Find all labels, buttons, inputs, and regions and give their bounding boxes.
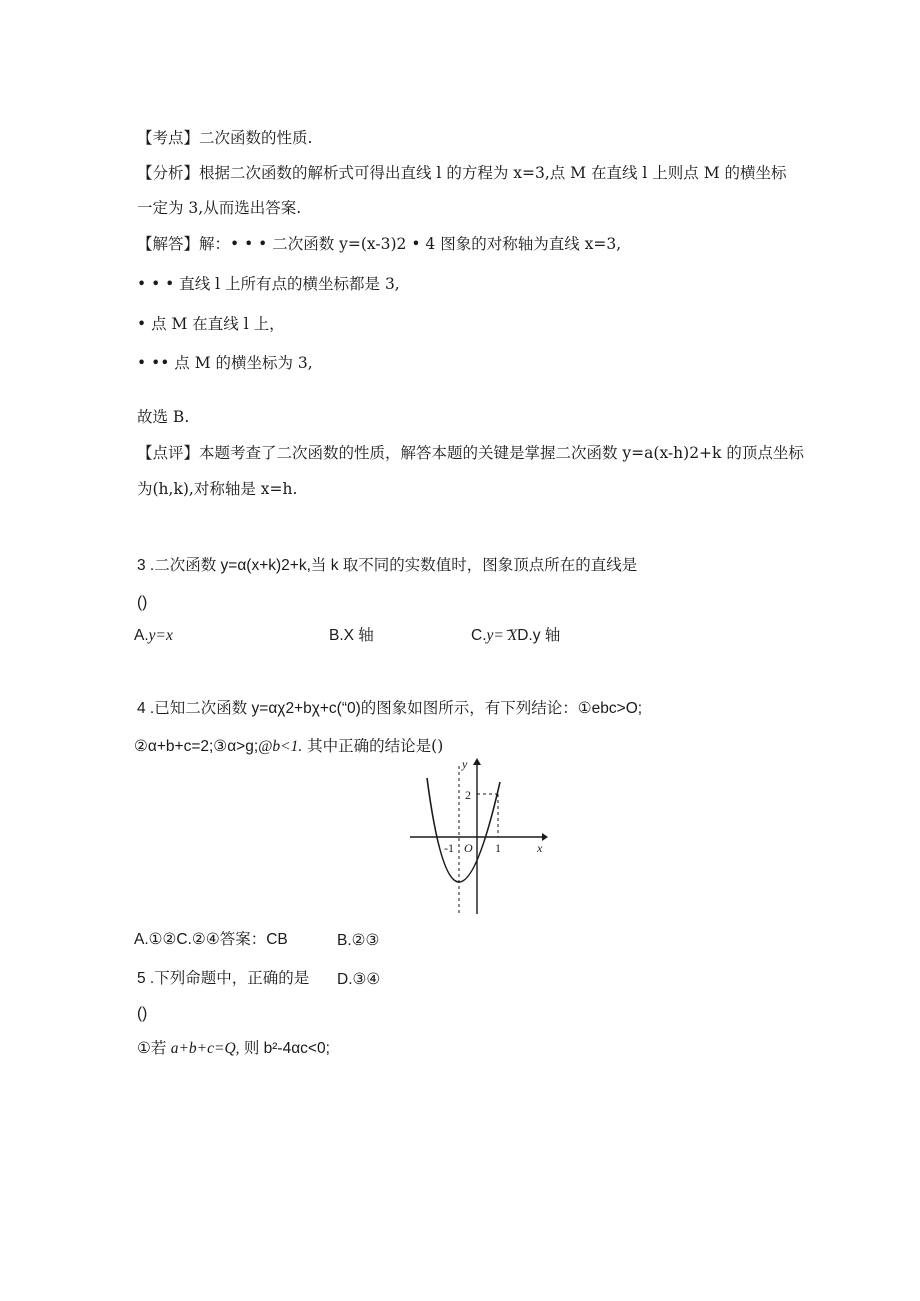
tick-label-2: 2 [465,788,471,802]
q3-option-a [134,626,173,646]
q5-item-1-suffix: 则 b²-4αc<0; [239,1040,330,1057]
q4-stem-line-2 [134,736,443,757]
origin-label: O [464,841,473,855]
q5-item-1-prefix: ①若 [137,1040,171,1057]
tick-label-neg1: -1 [444,841,454,855]
solution-step-1: • • • 直线 l 上所有点的横坐标都是 3, [137,275,400,293]
q4-stem-line-1: 4 .已知二次函数 y=αχ2+bχ+c(“0)的图象如图所示，有下列结论：①ebc>O; [137,700,643,717]
y-axis-arrow [473,758,481,765]
q4-conclusions-2-3: ②α+b+c=2;③α>g; [134,738,259,755]
x-axis-arrow [542,833,548,841]
answer-line: 故选 B. [137,408,190,426]
q4-options-row-1: A.①②C.②④答案：CB [134,931,288,948]
y-label: y [462,758,468,771]
q3-option-c-d [471,626,560,646]
q3-option-c-math: y= ̄X [486,627,518,644]
solution-step-2: • 点 M 在直线 l 上， [137,315,285,333]
q4-option-b: B.②③ [337,932,380,949]
x-label: x [537,841,543,855]
fenxi-line-1: 【分析】根据二次函数的解析式可得出直线 l 的方程为 x=3,点 M 在直线 l 上则点 M 的横坐标 [137,164,787,182]
solution-step-3: • •• 点 M 的横坐标为 3, [137,354,313,372]
dianping-line-1: 【点评】本题考查了二次函数的性质，解答本题的关键是掌握二次函数 y=a(x-h)2+k 的顶点坐标 [137,444,804,462]
parabola-graph [408,758,550,918]
tick-label-1: 1 [495,841,501,855]
q3-option-d: D.y 轴 [517,627,561,644]
q4-option-d: D.③④ [337,971,381,988]
q3-option-c-label: C. [471,627,487,644]
q5-paren: () [137,1005,148,1022]
q5-item-1 [137,1039,330,1059]
q3-option-b: B.X 轴 [329,627,374,644]
fenxi-line-2: 一定为 3,从而选出答案. [137,199,302,217]
kaodian-line: 【考点】二次函数的性质. [137,129,313,147]
q3-stem: 3 .二次函数 y=α(x+k)2+k,当 k 取不同的实数值时，图象顶点所在的直线是 [137,557,638,574]
q5-item-1-math: a+b+c=Q, [170,1040,240,1057]
dianping-line-2: 为(h,k),对称轴是 x=h. [137,480,298,498]
q4-conclusion-4: @b<1. [258,738,303,755]
jieda-line: 【解答】解：• • • 二次函数 y=(x-3)2 • 4 图象的对称轴为直线 x=3, [137,235,622,253]
q3-paren: () [137,594,148,611]
q5-stem: 5 .下列命题中，正确的是 [137,970,310,987]
q3-option-a-math: y=x [148,627,173,644]
q4-question-tail: 其中正确的结论是() [302,737,444,755]
q3-option-a-label: A. [134,627,149,644]
